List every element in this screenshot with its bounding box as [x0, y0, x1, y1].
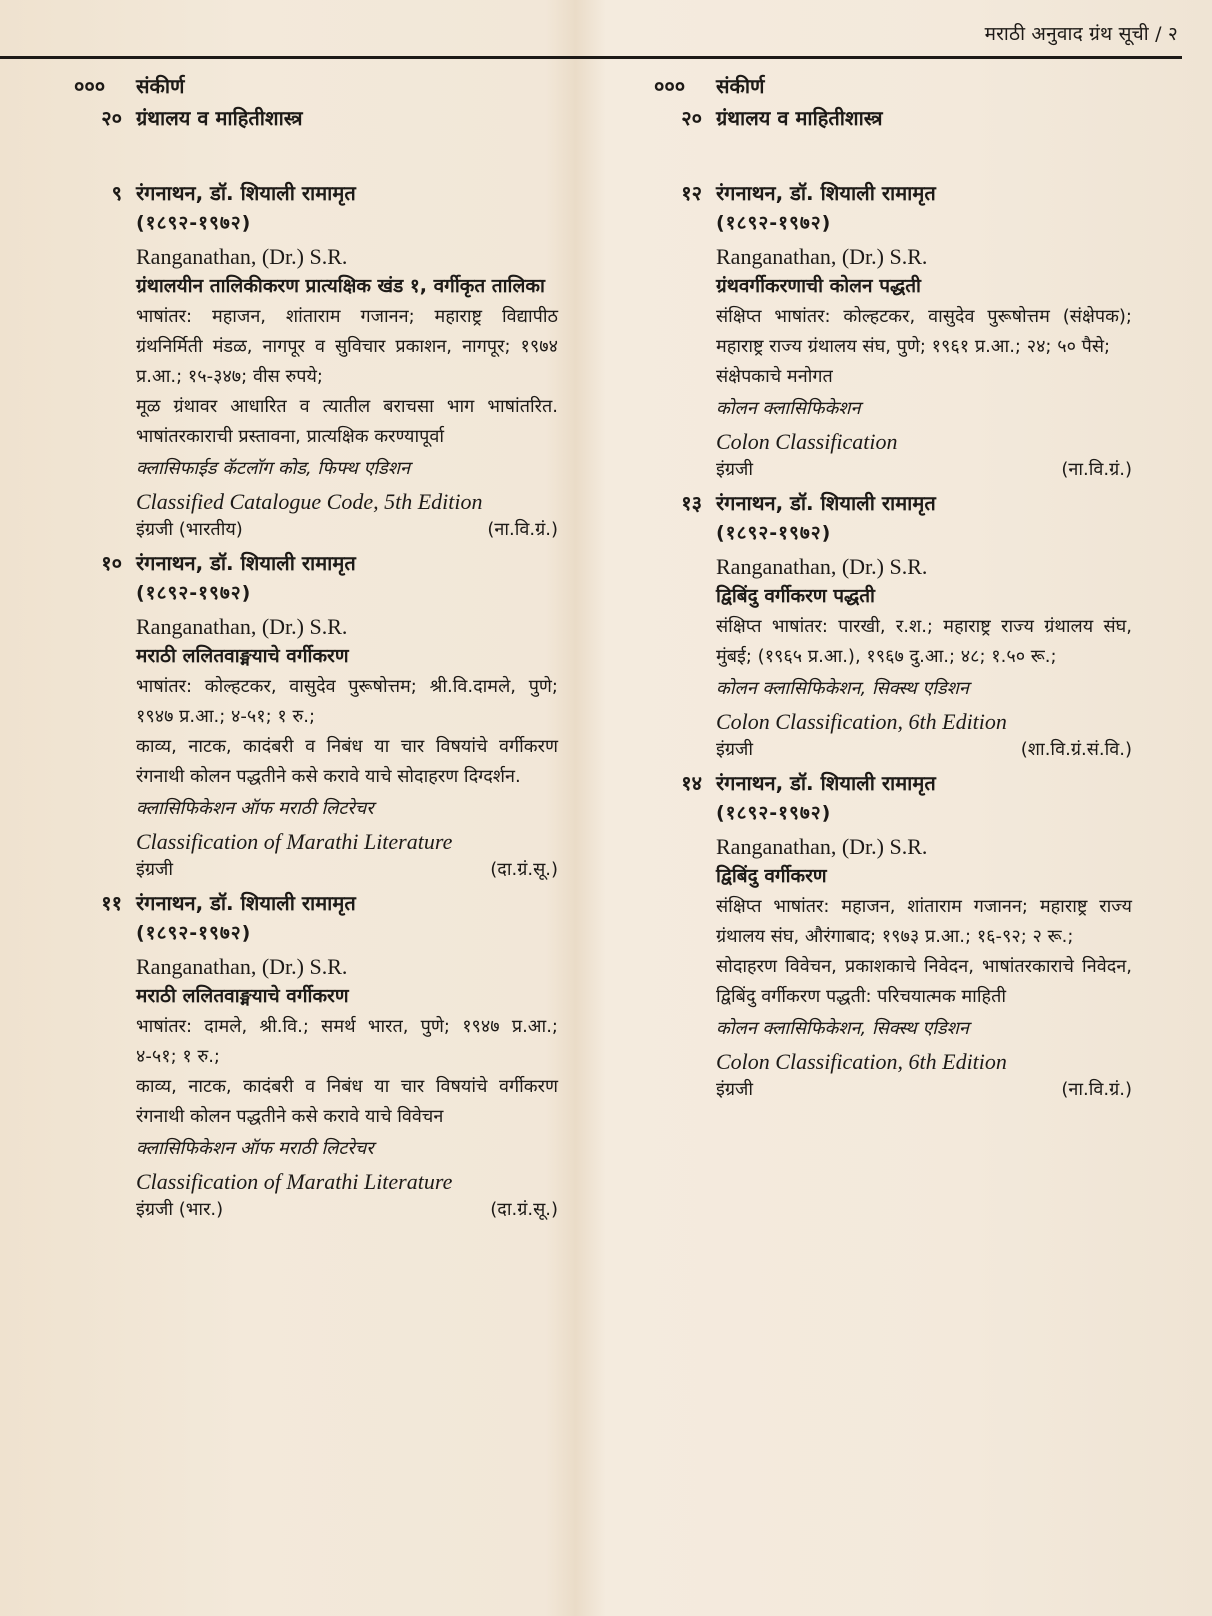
entry-number: १४ [681, 771, 702, 795]
book-title: ग्रंथवर्गीकरणाची कोलन पद्धती [716, 275, 921, 297]
author-dates: (१८९२-१९७२) [716, 522, 832, 544]
book-title: मराठी ललितवाङ्मयाचे वर्गीकरण [136, 645, 349, 667]
original-language: इंग्रजी (भार.) [136, 1199, 224, 1220]
original-title-marathi: कोलन क्लासिफिकेशन [716, 398, 861, 419]
entry-number: १३ [681, 491, 702, 515]
entry-number: १० [101, 551, 122, 575]
book-title: द्विबिंदु वर्गीकरण पद्धती [716, 585, 875, 607]
publication-details: संक्षिप्त भाषांतर: कोल्हटकर, वासुदेव पुरूषोत्तम (संक्षेपक); महाराष्ट्र राज्य ग्रंथालय संघ, पुणे; १९६१ प्र.आ.; २४; ५० पैसे; [716, 306, 1132, 357]
section-label: संकीर्ण [716, 74, 765, 98]
section-heading-main [654, 70, 1132, 102]
section-heading-main [74, 70, 558, 102]
author-name: रंगनाथन, डॉ. शियाली रामामृत [136, 551, 356, 575]
original-title-english: Classification of Marathi Literature [136, 829, 453, 854]
original-language: इंग्रजी (भारतीय) [136, 519, 243, 540]
author-roman: Ranganathan, (Dr.) S.R. [136, 614, 348, 639]
publication-details: भाषांतर: कोल्हटकर, वासुदेव पुरूषोत्तम; श्री.वि.दामले, पुणे; १९४७ प्र.आ.; ४-५१; १ रु.; [136, 676, 558, 727]
entry-number: ९ [111, 181, 122, 205]
author-name: रंगनाथन, डॉ. शियाली रामामृत [716, 491, 936, 515]
catalog-entry [74, 888, 558, 1224]
original-language: इंग्रजी [716, 1079, 754, 1100]
original-title-marathi: क्लासिफिकेशन ऑफ मराठी लिटरेचर [136, 798, 374, 819]
original-title-marathi: कोलन क्लासिफिकेशन, सिक्स्थ एडिशन [716, 678, 969, 699]
publication-details: संक्षिप्त भाषांतर: पारखी, र.श.; महाराष्ट्र राज्य ग्रंथालय संघ, मुंबई; (१९६५ प्र.आ.), १९६७ दु.आ.; ४८; १.५० रू.; [716, 616, 1132, 667]
author-name: रंगनाथन, डॉ. शियाली रामामृत [716, 771, 936, 795]
section-number: २० [681, 106, 702, 130]
author-dates: (१८९२-१९७२) [136, 922, 252, 944]
author-roman: Ranganathan, (Dr.) S.R. [136, 954, 348, 979]
original-title-english: Colon Classification, 6th Edition [716, 1049, 1007, 1074]
entry-note: काव्य, नाटक, कादंबरी व निबंध या चार विषयांचे वर्गीकरण रंगनाथी कोलन पद्धतीने कसे करावे याचे विवेचन [136, 1076, 558, 1127]
language-row [136, 516, 558, 544]
author-name: रंगनाथन, डॉ. शियाली रामामृत [136, 181, 356, 205]
original-title-english: Colon Classification [716, 429, 898, 454]
author-roman: Ranganathan, (Dr.) S.R. [136, 244, 348, 269]
catalog-entry [654, 178, 1132, 484]
section-label: ग्रंथालय व माहितीशास्त्र [716, 106, 883, 130]
section-heading-sub [74, 102, 558, 134]
author-dates: (१८९२-१९७२) [716, 802, 832, 824]
original-title-english: Classified Catalogue Code, 5th Edition [136, 489, 483, 514]
book-title: द्विबिंदु वर्गीकरण [716, 865, 827, 887]
section-heading-sub [654, 102, 1132, 134]
catalog-entry [654, 488, 1132, 764]
source-code: (ना.वि.ग्रं.) [487, 519, 558, 540]
original-language: इंग्रजी [716, 459, 754, 480]
book-title: मराठी ललितवाङ्मयाचे वर्गीकरण [136, 985, 349, 1007]
catalog-entry [654, 768, 1132, 1104]
source-code: (दा.ग्रं.सू.) [490, 859, 558, 880]
original-title-marathi: कोलन क्लासिफिकेशन, सिक्स्थ एडिशन [716, 1018, 969, 1039]
right-column [654, 70, 1132, 1104]
section-number: ००० [654, 74, 686, 98]
author-dates: (१८९२-१९७२) [136, 212, 252, 234]
left-column [74, 70, 558, 1224]
author-name: रंगनाथन, डॉ. शियाली रामामृत [716, 181, 936, 205]
section-label: ग्रंथालय व माहितीशास्त्र [136, 106, 303, 130]
original-title-english: Classification of Marathi Literature [136, 1169, 453, 1194]
author-name: रंगनाथन, डॉ. शियाली रामामृत [136, 891, 356, 915]
entry-number: ११ [101, 891, 122, 915]
source-code: (दा.ग्रं.सू.) [490, 1199, 558, 1220]
language-row [716, 456, 1132, 484]
publication-details: भाषांतर: महाजन, शांताराम गजानन; महाराष्ट्र विद्यापीठ ग्रंथनिर्मिती मंडळ, नागपूर व सुविचार प्रकाशन, नागपूर; १९७४ प्र.आ.; १५-३४७; वीस रुपये; [136, 306, 558, 387]
entry-note: सोदाहरण विवेचन, प्रकाशकाचे निवेदन, भाषांतरकाराचे निवेदन, द्विबिंदु वर्गीकरण पद्धती: परिचयात्मक माहिती [716, 956, 1132, 1007]
language-row [136, 1196, 558, 1224]
header-rule [0, 56, 1182, 59]
entry-number: १२ [681, 181, 702, 205]
language-row [136, 856, 558, 884]
author-roman: Ranganathan, (Dr.) S.R. [716, 554, 928, 579]
catalog-entry [74, 548, 558, 884]
publication-details: भाषांतर: दामले, श्री.वि.; समर्थ भारत, पुणे; १९४७ प्र.आ.; ४-५१; १ रु.; [136, 1016, 558, 1067]
entry-note: काव्य, नाटक, कादंबरी व निबंध या चार विषयांचे वर्गीकरण रंगनाथी कोलन पद्धतीने कसे करावे याचे सोदाहरण दिग्दर्शन. [136, 736, 558, 787]
author-roman: Ranganathan, (Dr.) S.R. [716, 244, 928, 269]
source-code: (ना.वि.ग्रं.) [1061, 459, 1132, 480]
section-number: २० [101, 106, 122, 130]
author-dates: (१८९२-१९७२) [136, 582, 252, 604]
section-number: ००० [74, 74, 106, 98]
original-title-english: Colon Classification, 6th Edition [716, 709, 1007, 734]
source-code: (शा.वि.ग्रं.सं.वि.) [1020, 739, 1132, 760]
original-language: इंग्रजी [136, 859, 174, 880]
original-title-marathi: क्लासिफिकेशन ऑफ मराठी लिटरेचर [136, 1138, 374, 1159]
section-label: संकीर्ण [136, 74, 185, 98]
original-language: इंग्रजी [716, 739, 754, 760]
publication-details: संक्षिप्त भाषांतर: महाजन, शांताराम गजानन; महाराष्ट्र राज्य ग्रंथालय संघ, औरंगाबाद; १९७३ प्र.आ.; १६-९२; २ रू.; [716, 896, 1132, 947]
entry-note: संक्षेपकाचे मनोगत [716, 366, 833, 387]
running-head: मराठी अनुवाद ग्रंथ सूची / २ [984, 23, 1178, 45]
entry-note: मूळ ग्रंथावर आधारित व त्यातील बराचसा भाग भाषांतरित. भाषांतरकाराची प्रस्तावना, प्रात्यक्षिक करण्यापूर्वा [136, 396, 558, 447]
catalog-entry [74, 178, 558, 544]
original-title-marathi: क्लासिफाईड कॅटलॉग कोड, फिफ्थ एडिशन [136, 458, 410, 479]
author-roman: Ranganathan, (Dr.) S.R. [716, 834, 928, 859]
source-code: (ना.वि.ग्रं.) [1061, 1079, 1132, 1100]
language-row [716, 1076, 1132, 1104]
author-dates: (१८९२-१९७२) [716, 212, 832, 234]
book-title: ग्रंथालयीन तालिकीकरण प्रात्यक्षिक खंड १, वर्गीकृत तालिका [136, 275, 545, 297]
language-row [716, 736, 1132, 764]
